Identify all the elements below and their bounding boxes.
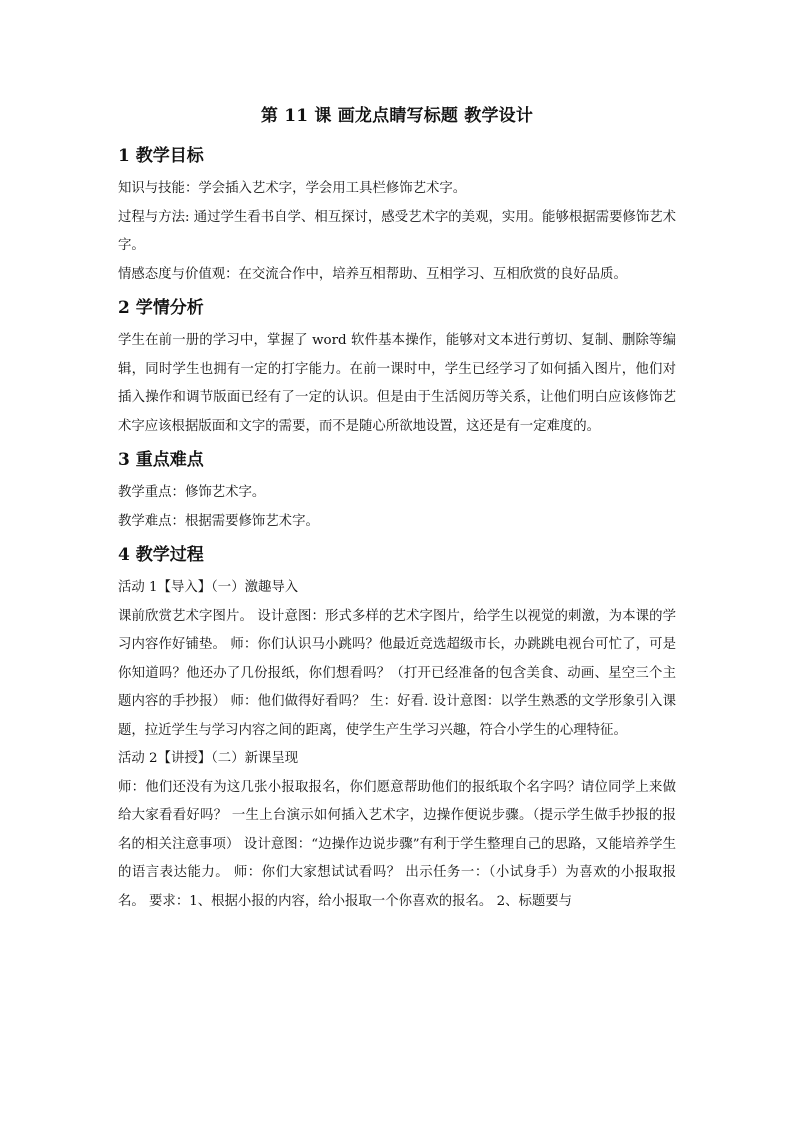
document-title: 第 11 课 画龙点睛写标题 教学设计 xyxy=(260,106,534,126)
paragraph-process-methods: 过程与方法: 通过学生看书自学、相互探讨，感受艺术字的美观，实用。能够根据需要修饰艺术字。 xyxy=(118,209,676,253)
paragraph-key-point: 教学重点：修饰艺术字。 xyxy=(118,485,266,500)
document-body xyxy=(118,103,676,916)
paragraph-attitudes-values: 情感态度与价值观：在交流合作中，培养互相帮助、互相学习、互相欣赏的良好品质。 xyxy=(118,266,627,282)
activity-1-label: 活动 1【导入】（一）激趣导入 xyxy=(118,580,299,595)
paragraph-difficult-point: 教学难点：根据需要修饰艺术字。 xyxy=(118,513,319,529)
paragraph-knowledge-skills: 知识与技能：学会插入艺术字，学会用工具栏修饰艺术字。 xyxy=(118,181,467,196)
paragraph-student-analysis: 学生在前一册的学习中，掌握了 word 软件基本操作，能够对文本进行剪切、复制、删除等编辑，同时学生也拥有一定的打字能力。在前一课时中，学生已经学习了如何插入图片，他们对插入操作和调节版面已经有了一定的认识。但是由于生活阅历等关系，让他们明白应该修饰艺术字应该根据版面和文字的需要，而不是随心所欲地设置，这还是有一定难度的。 xyxy=(118,333,676,434)
activity-2-label: 活动 2【讲授】（二）新课呈现 xyxy=(118,751,299,766)
section-heading-key-difficult-points: 3 重点难点 xyxy=(118,450,204,470)
activity-1-text: 课前欣赏艺术字图片。 设计意图：形式多样的艺术字图片，给学生以视觉的刺激，为本课的学习内容作好铺垫。 师：你们认识马小跳吗？他最近竞选超级市长，办跳跳电视台可忙了，可是你知道吗？他还办了几份报纸，你们想看吗？（打开已经准备的包含美食、动画、星空三个主题内容的手抄报） 师：他们做得好看吗？ 生：好看. 设计意图：以学生熟悉的文学形象引入课题，拉近学生与学习内容之间的距离，使学生产生学习兴趣，符合小学生的心理特征。 xyxy=(118,608,676,738)
section-heading-teaching-process: 4 教学过程 xyxy=(118,545,204,565)
section-heading-student-analysis: 2 学情分析 xyxy=(118,298,204,318)
section-heading-teaching-goals: 1 教学目标 xyxy=(118,146,204,166)
activity-2-text: 师：他们还没有为这几张小报取报名，你们愿意帮助他们的报纸取个名字吗？请位同学上来做给大家看看好吗？ 一生上台演示如何插入艺术字，边操作便说步骤。（提示学生做手抄报的报名的相关注意事项） 设计意图：“边操作边说步骤”有利于学生整理自己的思路，又能培养学生的语言表达能力。 师：你们大家想试试看吗？ 出示任务一：（小试身手）为喜欢的小报取报名。 要求：1、根据小报的内容，给小报取一个你喜欢的报名。 2、标题要与 xyxy=(118,779,676,909)
